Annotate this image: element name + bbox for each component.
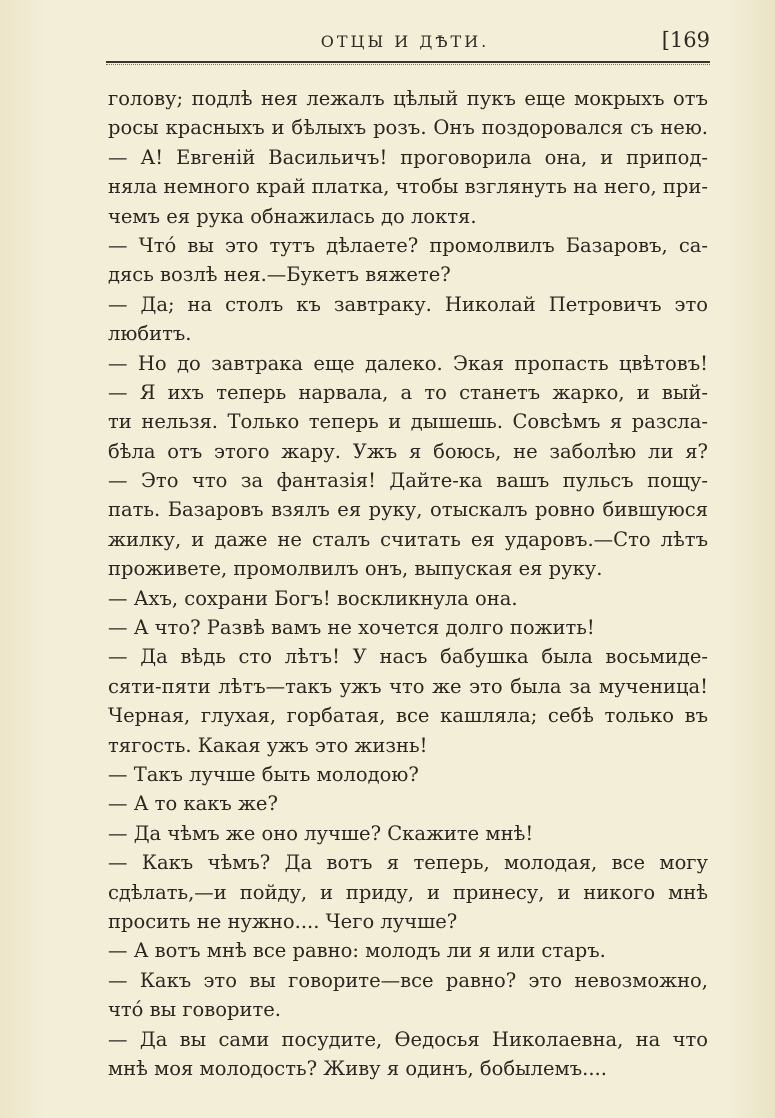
text-line: — Да вѣдь сто лѣтъ! У насъ бабушка была восьмиде- [108,645,708,669]
text-line: тягость. Какая ужъ это жизнь! [108,733,428,757]
text-line: пать. Базаровъ взялъ ея руку, отыскалъ ровно бившуюся [108,498,708,522]
page-number: [169 [661,28,710,52]
text-line: — Я ихъ теперь нарвала, а то станетъ жарко, и вый- [108,380,708,404]
text-line: — А вотъ мнѣ все равно: молодъ ли я или старъ. [108,939,606,963]
text-line: сяти-пяти лѣтъ—такъ ужъ что же это была за мученица! [108,674,708,698]
body-text [108,84,708,1083]
text-line: — А! Евгеній Васильичъ! проговорила она, и припод- [108,145,708,169]
text-line: — Чтó вы это тутъ дѣлаете? промолвилъ Базаровъ, са- [108,233,708,257]
text-line: росы красныхъ и бѣлыхъ розъ. Онъ поздоровался съ нею. [108,116,708,140]
text-line: жилку, и даже не сталъ считать ея ударовъ.—Сто лѣтъ [108,527,708,551]
text-line: няла немного край платка, чтобы взглянуть на него, при- [108,175,708,199]
text-line: — А что? Развѣ вамъ не хочется долго пожить! [108,616,595,640]
text-line: — Да вы сами посудите, Ѳедосья Николаевна, на что [108,1027,708,1051]
text-line: дясь возлѣ нея.—Букетъ вяжете? [108,263,451,287]
text-line: — Это что за фантазія! Дайте-ка вашъ пульсъ пощу- [108,469,708,493]
text-line: чтó вы говорите. [108,998,281,1022]
running-title: ОТЦЫ И ДѢТИ. [320,32,490,51]
text-line: мнѣ моя молодость? Живу я одинъ, бобылемъ.... [108,1056,607,1080]
text-line: — Да чѣмъ же оно лучше? Скажите мнѣ! [108,821,534,845]
header-rule [106,61,710,63]
text-line: Черная, глухая, горбатая, все кашляла; себѣ только въ [108,704,708,728]
text-line: — Ахъ, сохрани Богъ! воскликнула она. [108,586,518,610]
text-line: голову; подлѣ нея лежалъ цѣлый пукъ еще мокрыхъ отъ [108,87,708,110]
text-line: сдѣлать,—и пойду, и приду, и принесу, и никого мнѣ [108,880,708,904]
page-header [100,28,710,60]
text-line: чемъ ея рука обнажилась до локтя. [108,204,477,228]
header-rule-dotted [106,64,710,65]
text-line: — А то какъ же? [108,792,278,816]
text-line: бѣла отъ этого жару. Ужъ я боюсь, не заболѣю ли я? [108,439,708,463]
text-line: — Но до завтрака еще далеко. Экая пропасть цвѣтовъ! [108,351,708,375]
text-line: просить не нужно.... Чего лучше? [108,909,458,933]
text-line: любитъ. [108,322,192,346]
text-line: — Какъ чѣмъ? Да вотъ я теперь, молодая, все могу [108,851,708,875]
text-line: ти нельзя. Только теперь и дышешь. Совсѣмъ я разсла- [108,410,708,434]
text-line: — Да; на столъ къ завтраку. Николай Петровичъ это [108,292,708,316]
text-line: — Какъ это вы говорите—все равно? это невозможно, [108,968,708,992]
text-line: проживете, промолвилъ онъ, выпуская ея руку. [108,557,603,581]
text-line: — Такъ лучше быть молодою? [108,762,419,786]
